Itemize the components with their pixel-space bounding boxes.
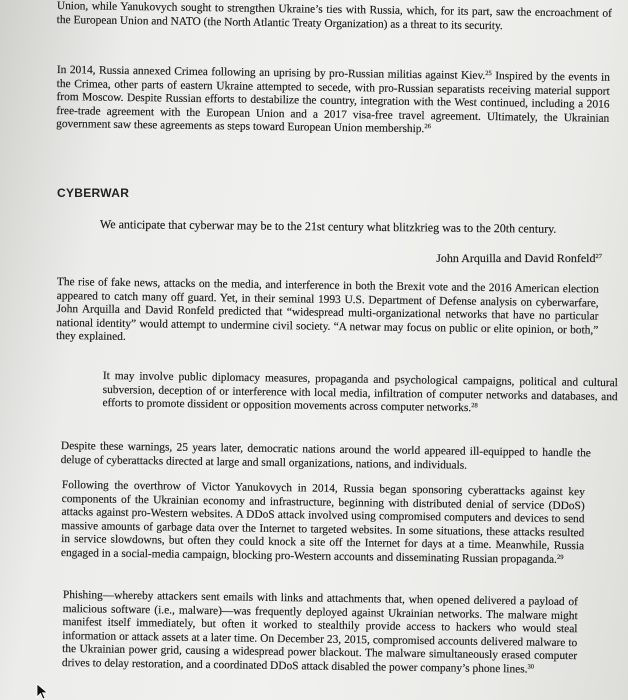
footnote-marker: 27: [595, 253, 602, 260]
footnote-marker: 29: [556, 553, 564, 561]
paragraph-text: Phishing—whereby attackers sent emails with links and attachments that, when opened delivered a payload of malicious software (i.e., malware)—was frequently deployed against Ukrainian networks. The malware might manifest itself immediately, but often it worked to stealthily provide access to hackers who would steal information or attack assets at a later time. On December 23, 2015, compromised accounts delivered malware to the Ukrainian power grid, causing a widespread power blackout. The malware simultaneously erased computer drives to delay restoration, and a coordinated DDoS attack disabled the power company’s phone lines.: [61, 589, 578, 676]
footnote-marker: 30: [527, 663, 535, 671]
quote-text: It may involve public diplomacy measures, propaganda and psychological campaigns, political and cultural subversion, deception of or interference with local media, infiltration of computer networks and databases, and efforts to promote dissident or opposition movements across computer networks.: [102, 370, 618, 415]
footnote-marker: 25: [485, 69, 492, 78]
block-quote: [102, 370, 618, 418]
paragraph-ddos: [61, 479, 585, 568]
mouse-pointer-icon: [36, 683, 50, 700]
epigraph-text: We anticipate that cyberwar may be to the 21st century what blitzkrieg was to the 20th century.: [99, 217, 557, 236]
paragraph-text: Following the overthrow of Victor Yanukovych in 2014, Russia began sponsoring cyberattacks against key components of the Ukrainian economy and infrastructure, beginning with distributed denial of service (DDoS) attacks against pro-Western websites. A DDoS attack involved using compromised computers and devices to send massive amounts of garbage data over the Internet to targeted websites. In some situations, these attacks resulted in service slowdowns, but often they could knock a site off the Internet for days at a time. Meanwhile, Russia engaged in a social-media campaign, blocking pro-Western accounts and disseminating Russian propaganda.: [60, 479, 585, 566]
paragraph-text: In 2014, Russia annexed Crimea following an uprising by pro-Russian militias against Kiev.: [56, 64, 486, 82]
paragraph-crimea: [56, 64, 610, 140]
paragraph-warnings: [61, 440, 591, 475]
paragraph-text: The rise of fake news, attacks on the media, and interference in both the Brexit vote and the 2016 American election appeared to catch many off guard. Yet, in their seminal 1993 U.S. Department of Defense analysis on cyberwarfare, John Arquilla and David Ronfeld predicted that “widespread multi-organizational networks that have no particular national identity” would attempt to undermine civil society. “A netwar may focus on public or elite opinion, or both,” they explained.: [56, 276, 599, 344]
paragraph-phishing: [62, 589, 578, 678]
paragraph-text: Inspired by the events in the Crimea, other parts of eastern Ukraine attempted to secede, with pro-Russian separatists receiving material support from Moscow. Despite Russian efforts to destabilize the country, integration with the West continued, including a 2016 free-trade agreement with the European Union and a 2017 visa-free travel agreement. Ultimately, the Ukrainian government saw these agreements as steps toward European Union membership.: [56, 70, 610, 136]
footnote-marker: 28: [471, 402, 478, 410]
epigraph-quote: [100, 218, 600, 237]
epigraph-attribution: [380, 252, 602, 266]
attribution-text: John Arquilla and David Ronfeld: [436, 251, 596, 265]
section-heading: CYBERWAR: [57, 186, 130, 200]
footnote-marker: 26: [424, 123, 431, 131]
paragraph-text: Despite these warnings, 25 years later, democratic nations around the world appeared ill-equipped to handle the deluge of cyberattacks directed at large and small organizations, nations, and individuals.: [60, 440, 591, 472]
paragraph-fake-news: [56, 276, 599, 352]
paragraph-intro-end: [57, 0, 612, 35]
paragraph-text: Union, while Yanukovych sought to strengthen Ukraine’s ties with Russia, which, for its part, saw the encroachment of the European Union and NATO (the North Atlantic Treaty Organization) as a threat to its security.: [56, 0, 612, 32]
